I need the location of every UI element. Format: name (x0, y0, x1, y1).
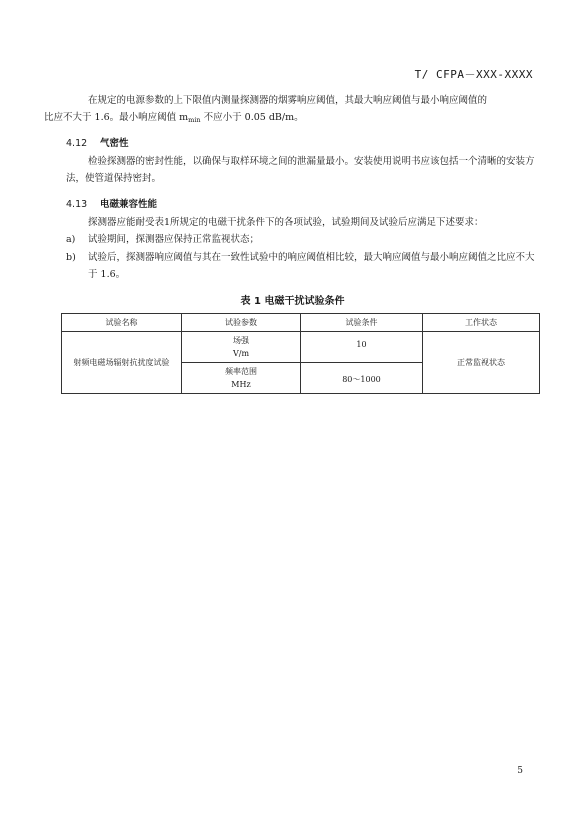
document-code: T/ CFPA－XXX-XXXX (414, 68, 533, 81)
list-marker: a) (66, 234, 76, 245)
intro-line-2-tail: 不应小于 0.05 dB/m。 (200, 112, 304, 123)
section-title: 电磁兼容性能 (100, 199, 158, 210)
header-work-status: 工作状态 (423, 314, 540, 332)
intro-line-1: 在规定的电源参数的上下限值内测量探测器的烟雾响应阈值，其最大响应阈值与最小响应阈值的 (88, 95, 488, 106)
min-subscript: min (188, 116, 201, 124)
condition-field-strength: 10 (301, 332, 423, 363)
condition-frequency-range: 80～1000 (301, 363, 423, 394)
table-row (62, 332, 540, 363)
param-unit: MHz (231, 380, 251, 389)
table-caption: 表 1 电磁干扰试验条件 (240, 296, 345, 307)
intro-line-2 (44, 109, 304, 129)
intro-paragraph (44, 92, 541, 129)
list-marker: b) (66, 252, 76, 263)
header-test-condition: 试验条件 (301, 314, 423, 332)
list-item-a (66, 231, 541, 248)
page-number: 5 (517, 766, 523, 776)
section-number: 4.13 (66, 199, 88, 210)
section-number: 4.12 (66, 138, 88, 149)
param-name: 场强 (233, 336, 249, 345)
header-test-param: 试验参数 (182, 314, 301, 332)
section-4-12-text: 检验探测器的密封性能，以确保与取样环境之间的泄漏量最小。安装使用说明书应该包括一个清晰的安装方法，使管道保持密封。 (66, 156, 535, 184)
table-header-row (62, 314, 540, 332)
header-test-name: 试验名称 (62, 314, 182, 332)
param-frequency-range (182, 363, 301, 394)
section-4-12-heading (66, 135, 129, 149)
param-unit: V/m (232, 349, 250, 358)
list-text: 试验后，探测器响应阈值与其在一致性试验中的响应阈值相比较，最大响应阈值与最小响应阈值之比应不大于 1.6。 (88, 252, 535, 280)
section-4-13-text: 探测器应能耐受表1所规定的电磁干扰条件下的各项试验，试验期间及试验后应满足下述要求： (88, 217, 484, 228)
test-name-cell: 射频电磁场辐射抗扰度试验 (62, 332, 182, 394)
list-text: 试验期间，探测器应保持正常监视状态； (88, 234, 260, 245)
section-title: 气密性 (100, 138, 129, 149)
list-item-b (66, 249, 541, 283)
param-name: 频率范围 (225, 367, 257, 376)
intro-line-2-text: 比应不大于 1.6。最小响应阈值 m (44, 112, 189, 123)
section-4-13-heading (66, 196, 157, 210)
param-field-strength (182, 332, 301, 363)
emc-test-table (61, 313, 540, 394)
status-cell: 正常监视状态 (423, 332, 540, 394)
